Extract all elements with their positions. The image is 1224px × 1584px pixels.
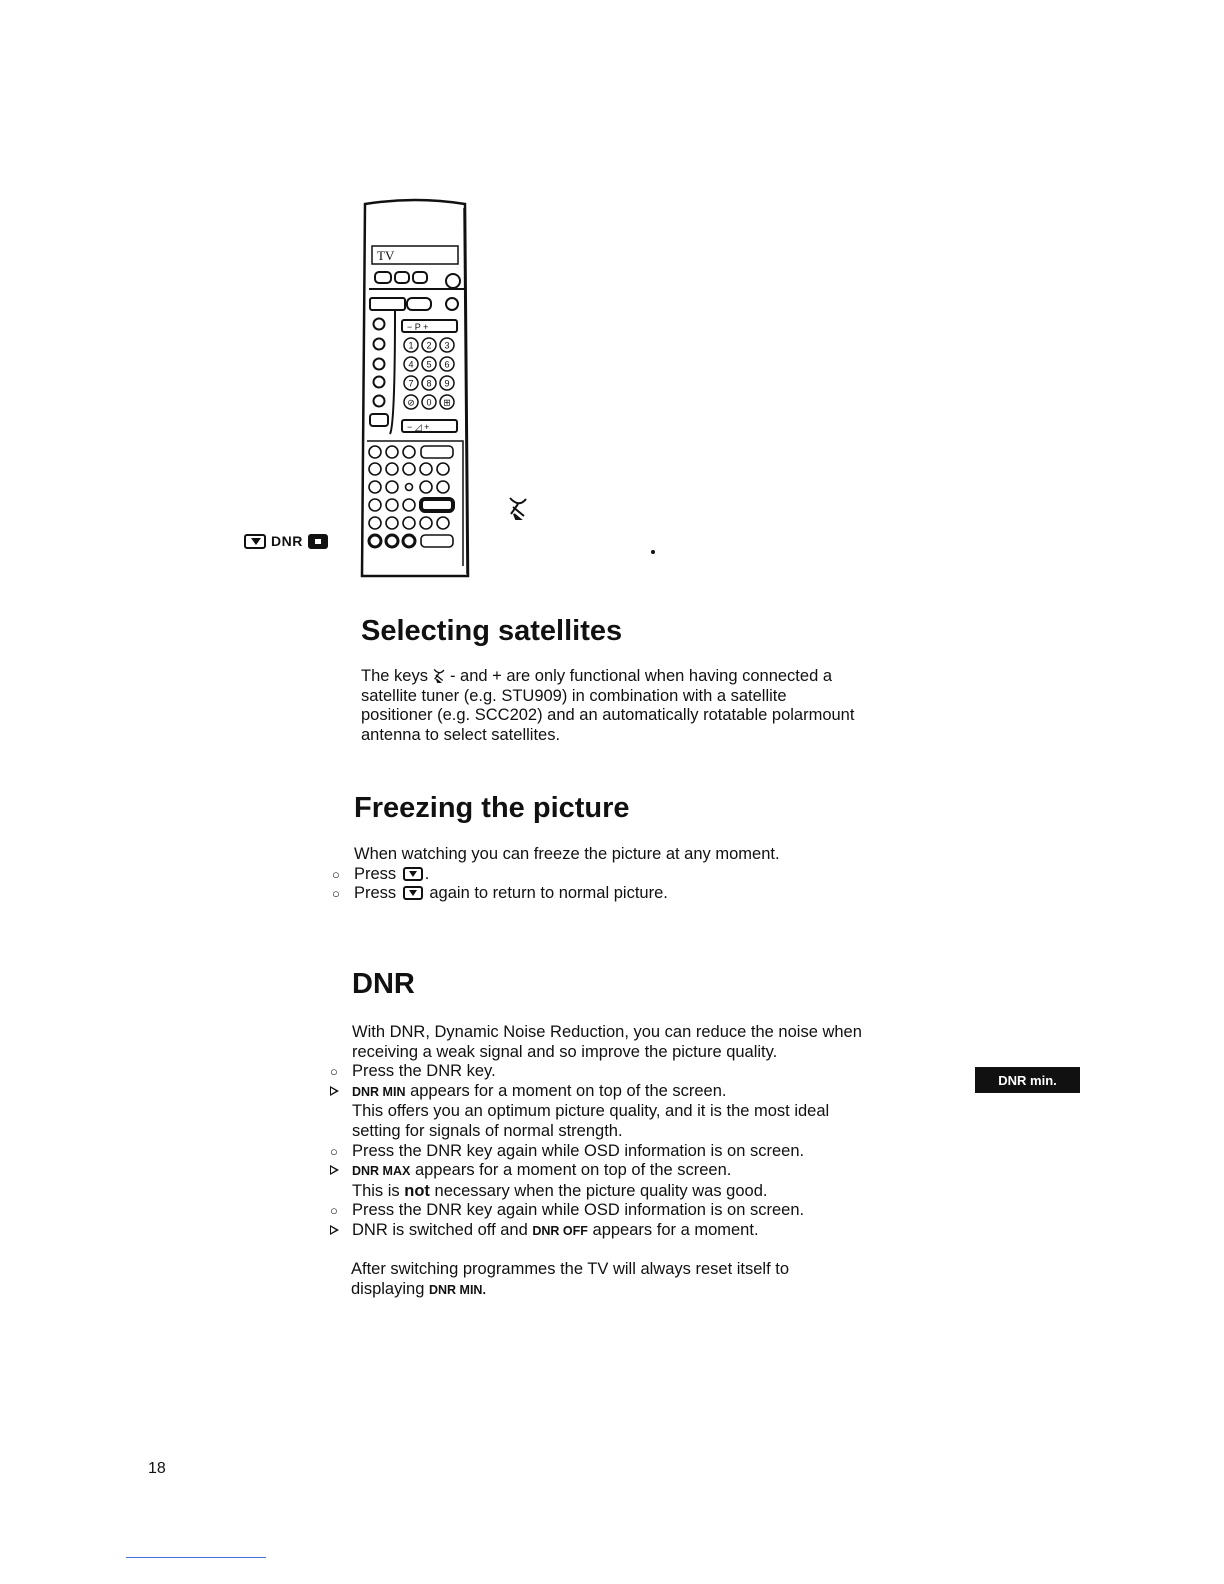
dnr-step-1 [330,1062,912,1082]
satellites-line-4: antenna to select satellites. [361,725,561,744]
remote-key [386,517,398,529]
remote-key [420,517,432,529]
freeze-step-1 [332,864,874,885]
stray-dot [651,550,655,554]
bullet-icon: ○ [330,1064,338,1080]
digit-keypad [404,338,454,409]
heading-selecting-satellites: Selecting satellites [361,615,623,647]
dnr-result-2-extra-post: necessary when the picture quality was good. [434,1181,768,1200]
remote-key [437,481,449,493]
remote-key [386,481,398,493]
satellites-line-3: positioner (e.g. SCC202) and an automatically rotatable polarmount [361,706,855,725]
dnr-min-final-label: DNR MIN. [428,1282,486,1297]
dnr-result-1-extra-2: setting for signals of normal strength. [352,1121,623,1140]
after-paragraph [351,1260,871,1300]
remote-control-illustration [355,196,477,584]
dnr-step-2 [330,1141,912,1162]
remote-key [386,535,398,547]
remote-key [420,481,432,493]
remote-key [403,517,415,529]
dnr-step-3-text: Press the DNR key again while OSD information is on screen. [352,1201,805,1220]
dnr-step-2-text: Press the DNR key again while OSD information is on screen. [352,1141,805,1160]
remote-key [403,535,415,547]
satellites-paragraph [361,667,901,745]
remote-key [421,446,453,458]
remote-digit-label: ⊞ [443,397,451,408]
remote-key [437,517,449,529]
heading-dnr: DNR [352,968,415,1000]
remote-key [437,463,449,475]
dnr-key-icon [308,534,328,549]
dnr-step-3 [330,1201,912,1221]
remote-digit-label: 6 [444,359,450,370]
remote-digit-label: 0 [426,397,432,408]
remote-key [420,463,432,475]
bullet-icon: ○ [332,866,340,882]
dnr-intro-2: receiving a weak signal and so improve the picture quality. [352,1042,778,1061]
result-arrow-icon [330,1225,339,1235]
dnr-step-1-text: Press the DNR key. [352,1062,496,1081]
after-line-1: After switching programmes the TV will always reset itself to [351,1260,790,1278]
result-arrow-icon [330,1165,339,1175]
satellites-text-before: The keys [361,667,428,685]
remote-digit-label: 9 [444,378,450,389]
remote-key [369,463,381,475]
remote-key [369,499,381,511]
dnr-result-3 [352,1221,912,1242]
p-rocker-label: − P + [407,322,429,332]
remote-key [421,499,453,511]
freeze-key-icon [244,534,266,549]
remote-key [421,535,453,547]
freeze-key-icon [403,867,423,881]
remote-digit-label: 3 [444,340,450,351]
remote-key [403,446,415,458]
freeze-step-2-post: again to return to normal picture. [429,884,668,903]
result-arrow-icon [330,1086,339,1096]
remote-digit-label: 1 [408,340,414,351]
remote-display-label: TV [377,248,395,263]
remote-digit-label: ⊘ [407,397,415,408]
remote-digit-label: 2 [426,340,432,351]
lower-keypad [369,446,453,547]
satellites-text-after: - and + are only functional when having connected a [449,667,833,685]
freeze-step-1-pre: Press [354,864,397,883]
remote-digit-label: 8 [426,378,432,389]
after-line-2 [351,1280,871,1301]
remote-digit-label: 7 [408,378,414,389]
dnr-result-2-extra [352,1182,912,1202]
bullet-icon: ○ [332,886,340,902]
remote-key [369,481,381,493]
remote-key [406,484,413,491]
freeze-step-2 [332,884,874,904]
dnr-result-1-extra-1: This offers you an optimum picture quality, and it is the most ideal [352,1102,830,1121]
remote-key [369,446,381,458]
dnr-result-3-pre: DNR is switched off and [352,1220,528,1239]
dnr-key-legend [244,533,328,549]
remote-digit-label: 5 [426,359,432,370]
freeze-paragraph [332,845,874,904]
remote-key [369,535,381,547]
dnr-result-3-post: appears for a moment. [592,1220,759,1239]
page-number: 18 [148,1460,166,1477]
dnr-max-label: DNR MAX [352,1164,411,1179]
remote-key [386,463,398,475]
dnr-result-2 [352,1161,912,1182]
dnr-key-text: DNR [271,533,303,549]
bullet-icon: ○ [330,1203,338,1219]
dnr-result-2-extra-pre: This is [352,1181,400,1200]
remote-key [386,446,398,458]
heading-freezing-the-picture: Freezing the picture [354,792,630,824]
dnr-result-2-extra-bold: not [404,1181,430,1200]
osd-dnr-min-badge: DNR min. [975,1067,1080,1093]
dnr-min-label: DNR MIN [352,1084,406,1099]
remote-key [403,499,415,511]
bottom-rule [126,1557,266,1558]
volume-rocker-label: − ◿ + [407,422,430,432]
remote-key [369,517,381,529]
satellite-icon [507,494,529,520]
dnr-off-label: DNR OFF [532,1223,588,1238]
after-line-2-pre: displaying [351,1279,425,1298]
freeze-step-1-post: . [424,864,430,883]
freeze-key-icon [403,886,423,900]
satellites-line-2: satellite tuner (e.g. STU909) in combination with a satellite [361,686,787,705]
bullet-icon: ○ [330,1143,338,1159]
remote-key [403,463,415,475]
freeze-intro: When watching you can freeze the picture at any moment. [354,845,780,863]
remote-digit-label: 4 [408,359,414,370]
remote-key [386,499,398,511]
dnr-paragraph [330,1023,912,1242]
dnr-intro-1: With DNR, Dynamic Noise Reduction, you can reduce the noise when [352,1023,862,1041]
dnr-result-1 [352,1082,912,1103]
satellite-key-icon [432,667,446,683]
dnr-result-1-text: appears for a moment on top of the screen. [410,1081,727,1100]
dnr-result-2-text: appears for a moment on top of the screen. [414,1161,732,1180]
freeze-step-2-pre: Press [354,884,397,903]
